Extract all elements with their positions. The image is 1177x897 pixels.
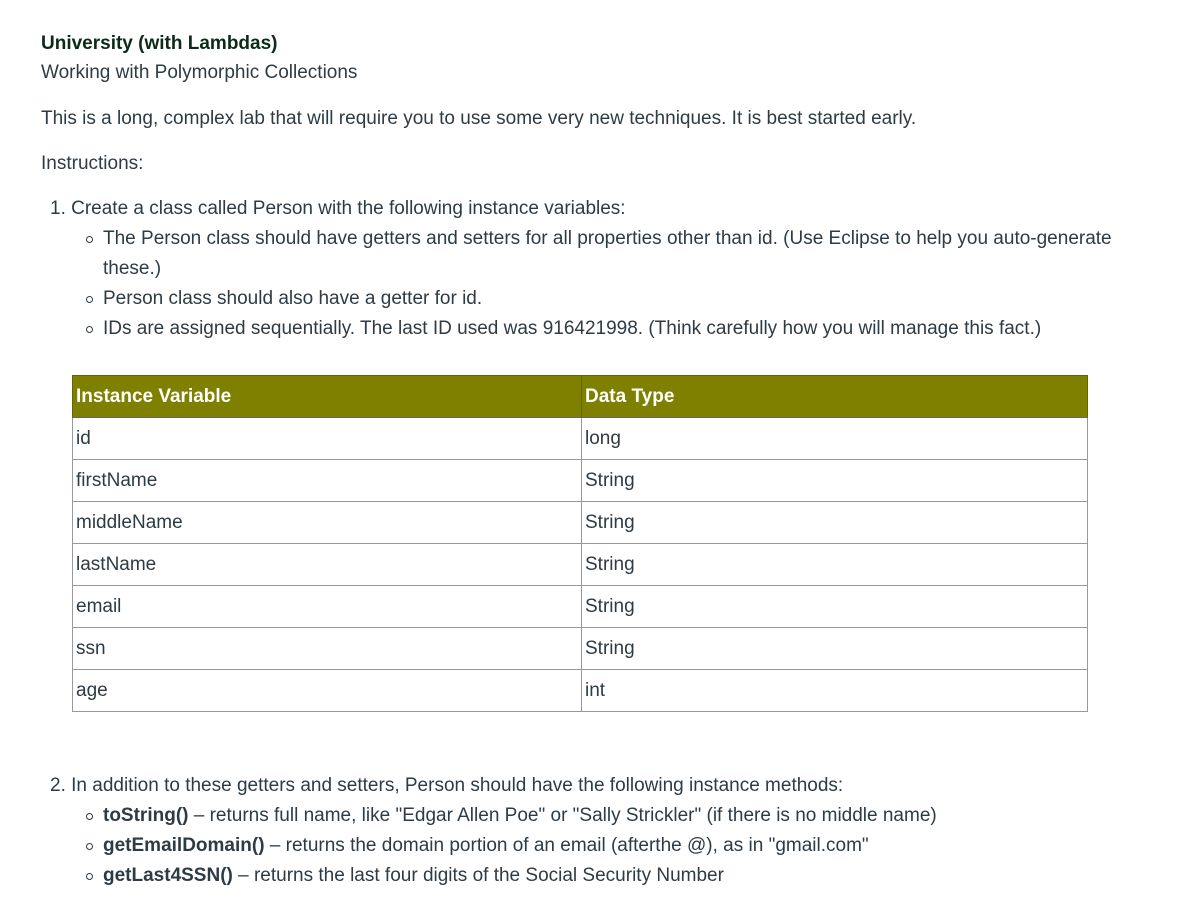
intro-paragraph: This is a long, complex lab that will require you to use some very new techniques. It is best started early. [41, 108, 917, 129]
instance-variables-table [72, 375, 1088, 712]
method-name: getLast4SSN() [103, 865, 233, 886]
step-2-bullets [50, 801, 1130, 891]
column-header-data-type: Data Type [582, 376, 1088, 418]
step-1-bullets [50, 224, 1130, 344]
table-cell: String [582, 460, 1088, 502]
page-subtitle: Working with Polymorphic Collections [41, 62, 358, 83]
step-1 [50, 194, 1130, 344]
table-cell: String [582, 544, 1088, 586]
step-1-text: 1. Create a class called Person with the following instance variables: [50, 198, 626, 219]
instructions-label: Instructions: [41, 153, 144, 174]
table-cell: ssn [73, 628, 582, 670]
table-cell: int [582, 670, 1088, 712]
document-page [41, 30, 1141, 886]
bullet-icon [86, 296, 93, 303]
table-cell: String [582, 628, 1088, 670]
method-description: – returns the last four digits of the Social Security Number [232, 865, 724, 886]
bullet-icon [86, 843, 93, 850]
table-row [73, 586, 1088, 628]
table-row [73, 502, 1088, 544]
table-row [73, 460, 1088, 502]
table-cell: lastName [73, 544, 582, 586]
page-title: University (with Lambdas) [41, 33, 278, 54]
table-cell: String [582, 502, 1088, 544]
list-item [103, 224, 1130, 284]
column-header-instance-variable: Instance Variable [73, 376, 582, 418]
list-item [103, 801, 1130, 831]
list-item-text: IDs are assigned sequentially. The last ID used was 916421998. (Think carefully how you will manage this fact.) [103, 318, 1042, 339]
method-description: – returns the domain portion of an email (afterthe @), as in "gmail.com" [264, 835, 869, 856]
table-cell: middleName [73, 502, 582, 544]
table-cell: long [582, 418, 1088, 460]
bullet-icon [86, 873, 93, 880]
bullet-icon [86, 326, 93, 333]
method-description: – returns full name, like "Edgar Allen Poe" or "Sally Strickler" (if there is no middle name) [188, 805, 937, 826]
method-name: toString() [103, 805, 189, 826]
list-item [103, 861, 1130, 891]
table-row [73, 544, 1088, 586]
table-cell: firstName [73, 460, 582, 502]
table-row [73, 670, 1088, 712]
table-cell: String [582, 586, 1088, 628]
list-item [103, 831, 1130, 861]
method-name: getEmailDomain() [103, 835, 265, 856]
bullet-icon [86, 236, 93, 243]
table-header-row [73, 376, 1088, 418]
bullet-icon [86, 813, 93, 820]
list-item [103, 314, 1130, 344]
step-2 [50, 771, 1130, 891]
list-item-text: The Person class should have getters and setters for all properties other than id. (Use Eclipse to help you auto-generate these.) [103, 228, 1112, 279]
table-cell: email [73, 586, 582, 628]
list-item-text: Person class should also have a getter for id. [103, 288, 483, 309]
list-item [103, 284, 1130, 314]
step-2-text: 2. In addition to these getters and setters, Person should have the following instance methods: [50, 775, 844, 796]
table-cell: id [73, 418, 582, 460]
table-cell: age [73, 670, 582, 712]
table-row [73, 418, 1088, 460]
table-row [73, 628, 1088, 670]
